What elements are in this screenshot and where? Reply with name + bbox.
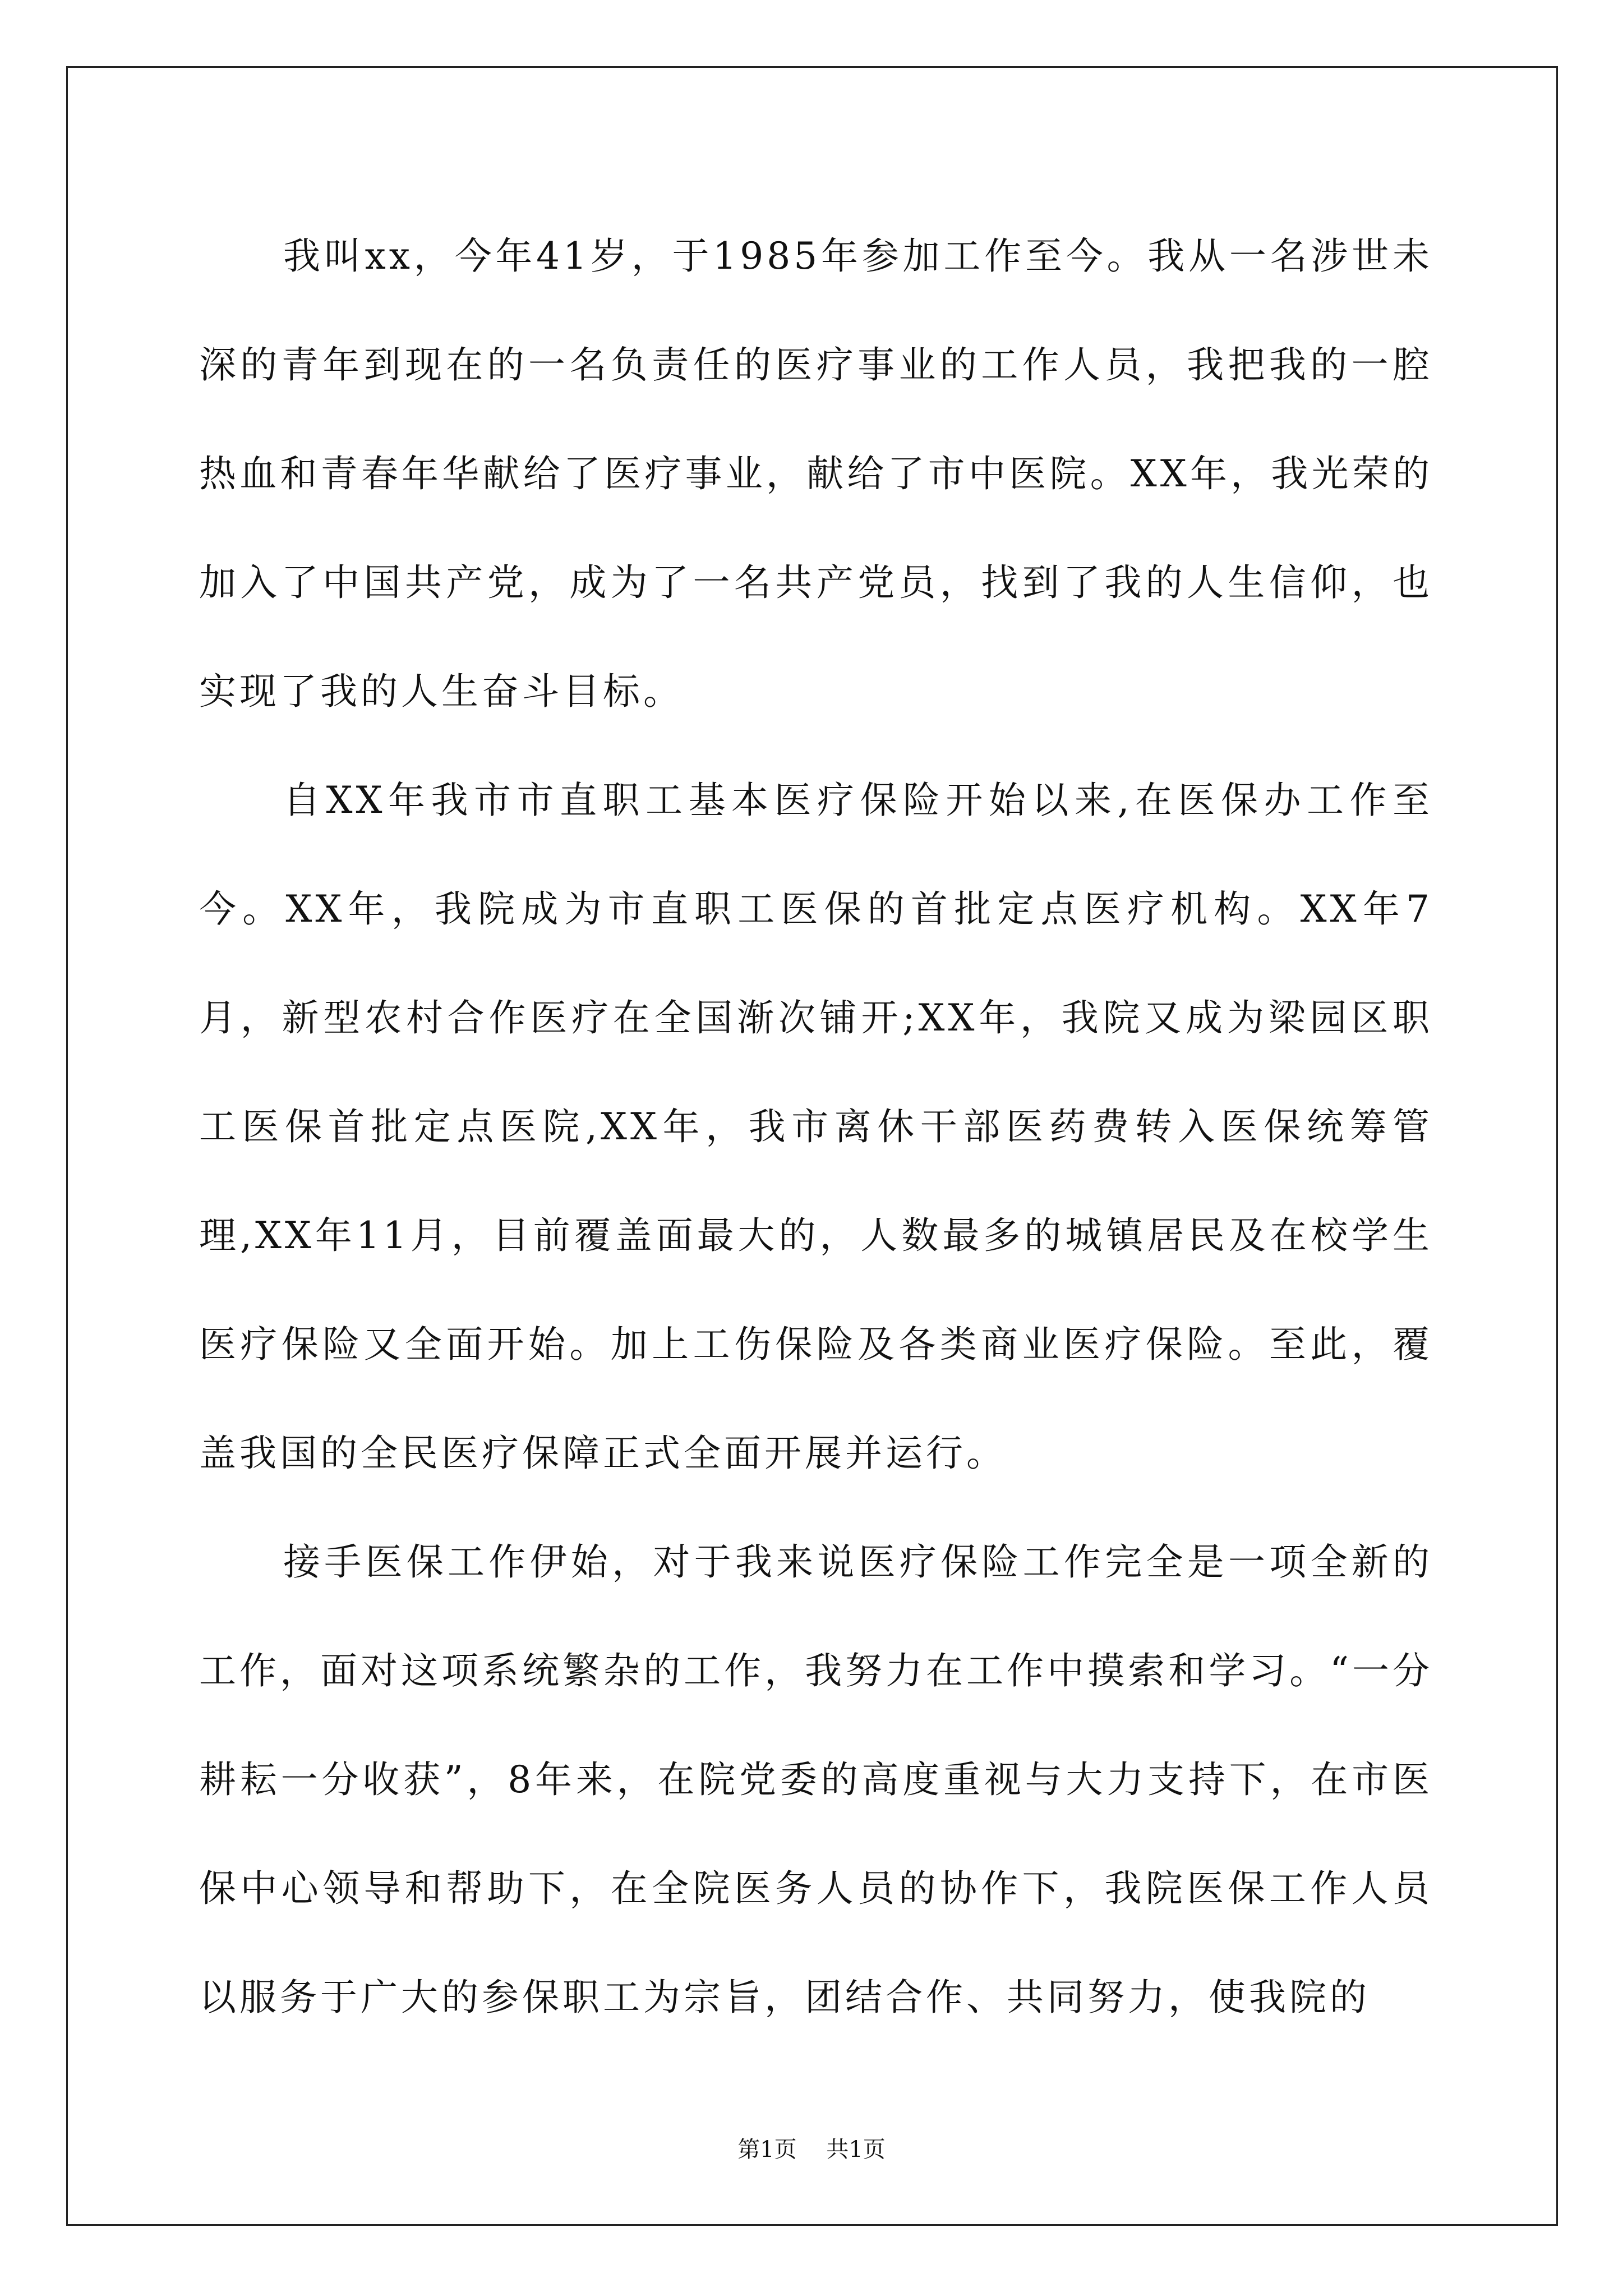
paragraph-3: 接手医保工作伊始，对于我来说医疗保险工作完全是一项全新的工作，面对这项系统繁杂的工作，我努力在工作中摸索和学习。“一分耕耘一分收获”，8年来，在院党委的高度重视与大力支持下，在市医保中心领导和帮助下，在全院医务人员的协作下，我院医保工作人员以服务于广大的参保职工为宗旨，团结合作、共同努力，使我院的 (199, 1540, 1433, 2019)
paragraph-1: 我叫xx，今年41岁，于1985年参加工作至今。我从一名涉世未深的青年到现在的一名负责任的医疗事业的工作人员，我把我的一腔热血和青春年华献给了医疗事业，献给了市中医院。XX年，我光荣的加入了中国共产党，成为了一名共产党员，找到了我的人生信仰，也实现了我的人生奋斗目标。 (199, 234, 1433, 713)
document-body (199, 202, 1433, 2052)
paragraph-2: 自XX年我市市直职工基本医疗保险开始以来,在医保办工作至今。XX年，我院成为市直职工医保的首批定点医疗机构。XX年7月，新型农村合作医疗在全国渐次铺开;XX年，我院又成为梁园区职工医保首批定点医院,XX年，我市离休干部医药费转入医保统筹管理,XX年11月，目前覆盖面最大的，人数最多的城镇居民及在校学生医疗保险又全面开始。加上工伤保险及各类商业医疗保险。至此，覆盖我国的全民医疗保障正式全面开展并运行。 (199, 779, 1433, 1475)
page-number-footer: 第1页 共1页 (737, 2137, 886, 2162)
